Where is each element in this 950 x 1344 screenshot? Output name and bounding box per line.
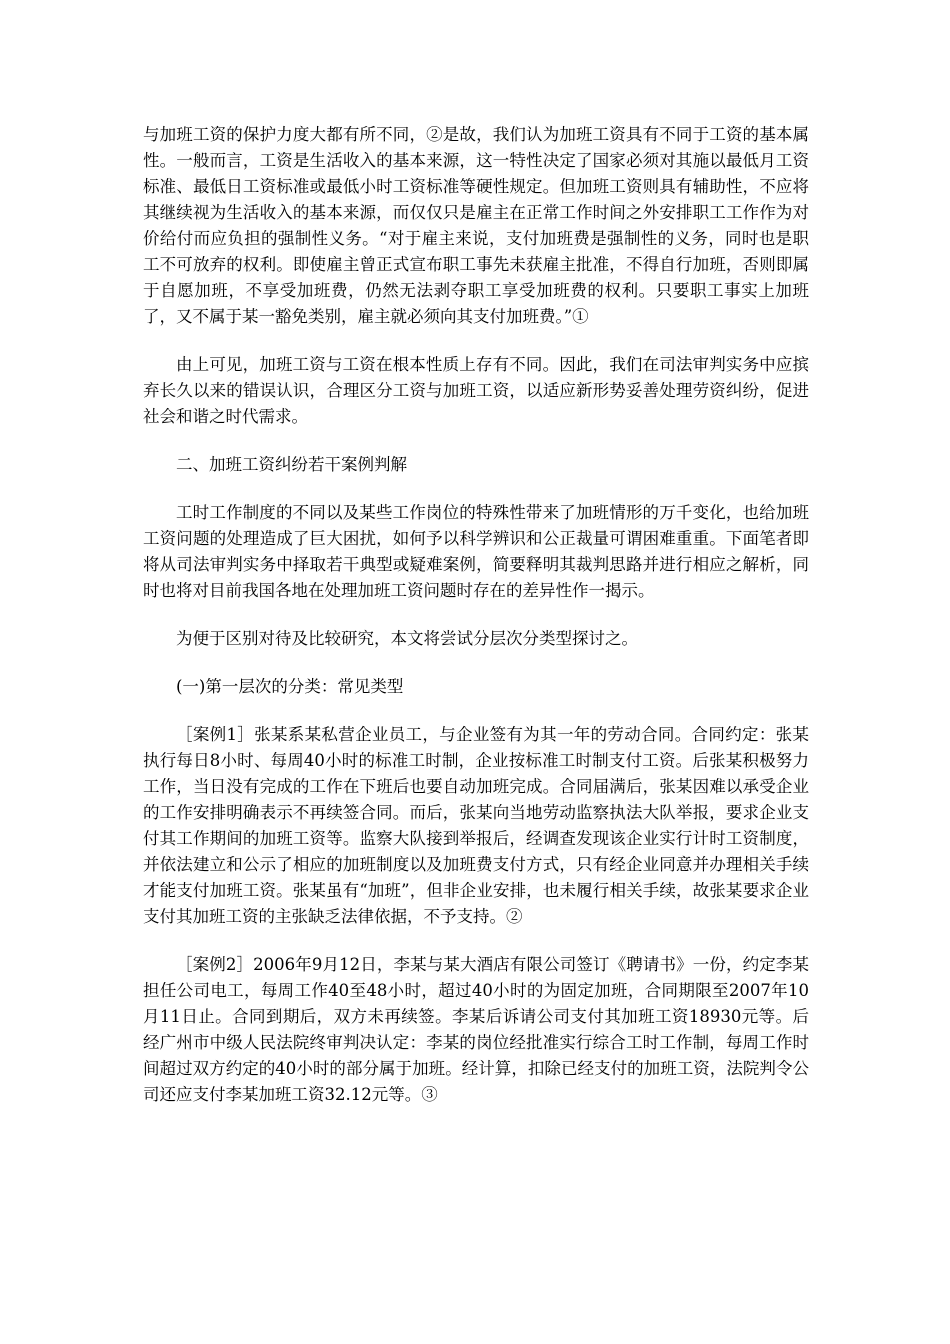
case-2-paragraph: ［案例2］2006年9月12日，李某与某大酒店有限公司签订《聘请书》一份，约定李某担任公司电工，每周工作40至48小时，超过40小时的为固定加班，合同期限至2007年10月11日止。合同到期后，双方未再续签。李某后诉请公司支付其加班工资18930元等。后经广州市中级人民法院终审判决认定：李某的岗位经批准实行综合工时工作制，每周工作时间超过双方约定的40小时的部分属于加班。经计算，扣除已经支付的加班工资，法院判令公司还应支付李某加班工资32.12元等。③ — [143, 955, 809, 1104]
paragraph-intro: 工时工作制度的不同以及某些工作岗位的特殊性带来了加班情形的万千变化，也给加班工资问题的处理造成了巨大困扰，如何予以科学辨识和公正裁量可谓困难重重。下面笔者即将从司法审判实务中择取若干典型或疑难案例，简要释明其裁判思路并进行相应之解析，同时也将对目前我国各地在处理加班工资问题时存在的差异性作一揭示。 — [143, 503, 809, 600]
paragraph-method: 为便于区别对待及比较研究，本文将尝试分层次分类型探讨之。 — [176, 629, 638, 648]
paragraph-continuation: 与加班工资的保护力度大都有所不同，②是故，我们认为加班工资具有不同于工资的基本属性。一般而言，工资是生活收入的基本来源，这一特性决定了国家必须对其施以最低月工资标准、最低日工资标准或最低小时工资标准等硬性规定。但加班工资则具有辅助性，不应将其继续视为生活收入的基本来源，而仅仅只是雇主在正常工作时间之外安排职工工作作为对价给付而应负担的强制性义务。“对于雇主来说，支付加班费是强制性的义务，同时也是职工不可放弃的权利。即使雇主曾正式宣布职工事先未获雇主批准，不得自行加班，否则即属于自愿加班，不享受加班费，仍然无法剥夺职工享受加班费的权利。只要职工事实上加班了，又不属于某一豁免类别，雇主就必须向其支付加班费。”① — [143, 125, 809, 326]
document-page — [143, 122, 809, 1130]
subsection-heading: (一)第一层次的分类：常见类型 — [176, 677, 404, 696]
section-heading: 二、加班工资纠纷若干案例判解 — [176, 455, 407, 474]
case-1-paragraph: ［案例1］张某系某私营企业员工，与企业签有为其一年的劳动合同。合同约定：张某执行每日8小时、每周40小时的标准工时制，企业按标准工时制支付工资。后张某积极努力工作，当日没有完成的工作在下班后也要自动加班完成。合同届满后，张某因难以承受企业的工作安排明确表示不再续签合同。而后，张某向当地劳动监察执法大队举报，要求企业支付其工作期间的加班工资等。监察大队接到举报后，经调查发现该企业实行计时工资制度，并依法建立和公示了相应的加班制度以及加班费支付方式，只有经企业同意并办理相关手续才能支付加班工资。张某虽有“加班”，但非企业安排，也未履行相关手续，故张某要求企业支付其加班工资的主张缺乏法律依据，不予支持。② — [143, 725, 809, 926]
paragraph-conclusion: 由上可见，加班工资与工资在根本性质上存有不同。因此，我们在司法审判实务中应摈弃长久以来的错误认识，合理区分工资与加班工资，以适应新形势妥善处理劳资纠纷，促进社会和谐之时代需求。 — [143, 355, 809, 426]
